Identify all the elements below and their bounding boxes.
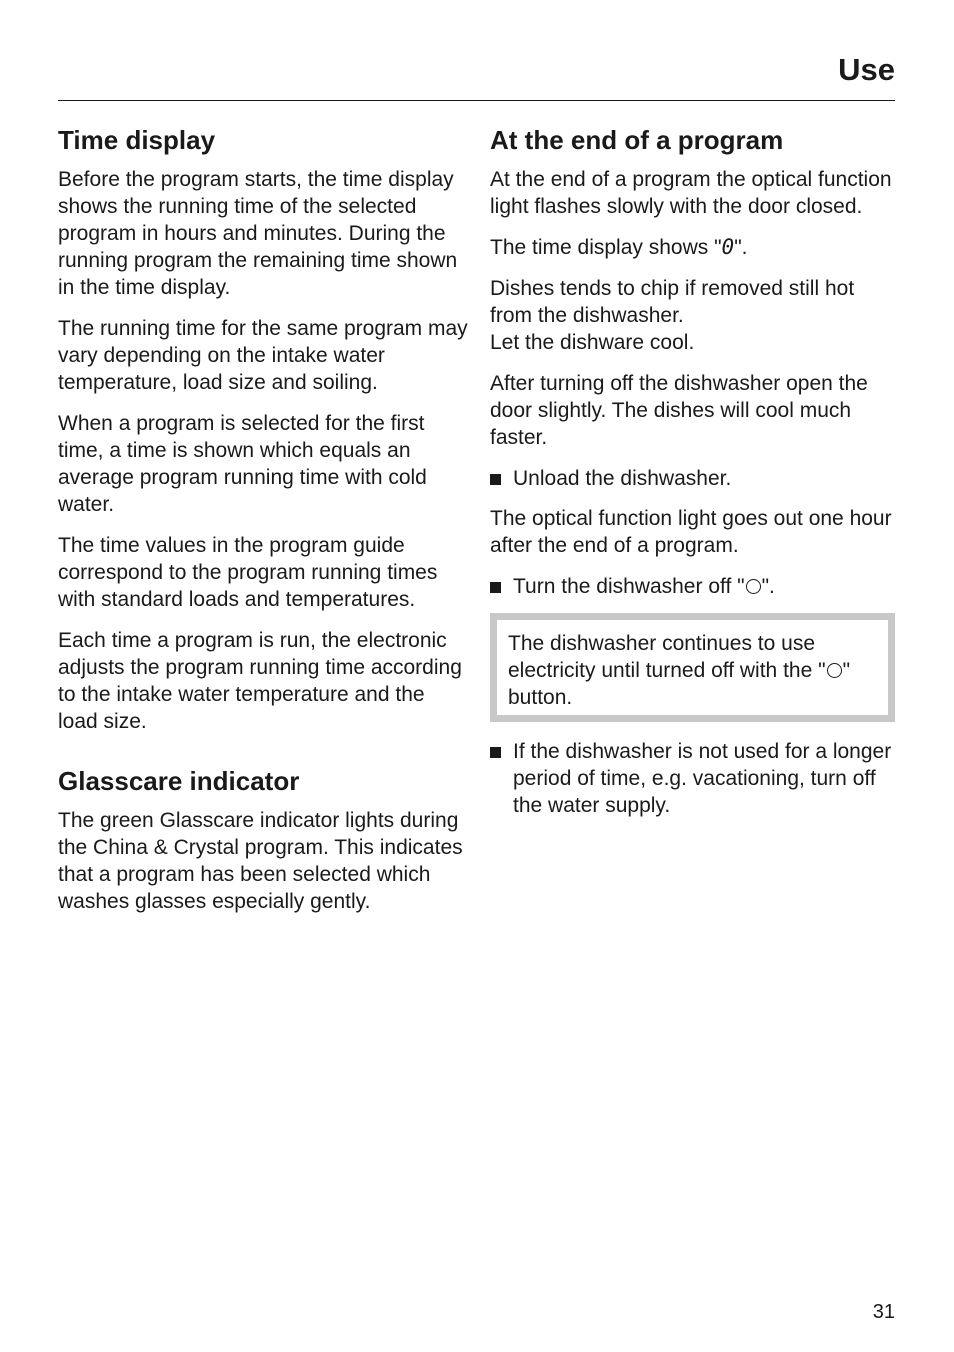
section-heading-time-display: Time display [58,125,216,155]
circle-icon [746,579,761,594]
square-bullet-icon [490,474,501,485]
paragraph: After turning off the dishwasher open the door slightly. The dishes will cool much faster. [490,372,868,449]
right-column [490,124,895,832]
section-heading-glasscare: Glasscare indicator [58,766,300,796]
page-title: Use [838,52,895,87]
display-zero-value: 0 [721,235,735,259]
note-box [490,613,895,722]
section-time-display [58,124,468,735]
text-fragment: " button. [508,659,851,709]
square-bullet-icon [490,747,501,758]
paragraph: Each time a program is run, the electronic adjusts the program running time according to the intake water temperature and the load size. [58,629,462,733]
paragraph-time-display-shows [490,234,895,261]
bullet-text: ". [761,575,775,598]
text-fragment: The time display shows " [490,236,722,259]
paragraph: At the end of a program the optical function light flashes slowly with the door closed. [490,168,892,218]
bullet-item-turn-off [490,573,895,600]
square-bullet-icon [490,582,501,593]
section-end-of-program [490,124,895,819]
text-line: Dishes tends to chip if removed still hot from the dishwasher. [490,277,855,327]
page-number: 31 [872,1301,895,1323]
bullet-item-water-supply [490,738,895,819]
page-header [58,50,895,101]
left-column [58,124,468,929]
paragraph: When a program is selected for the first time, a time is shown which equals an average program running time with cold water. [58,412,427,516]
text-fragment: The dishwasher continues to use electricity until turned off with the " [508,632,826,682]
bullet-item-unload [490,465,895,492]
paragraph [490,275,895,356]
section-heading-end-of-program: At the end of a program [490,125,784,155]
paragraph: The green Glasscare indicator lights during the China & Crystal program. This indicates that a program has been selected which washes glasses especially gently. [58,809,463,913]
paragraph: The optical function light goes out one hour after the end of a program. [490,507,892,557]
bullet-text: Turn the dishwasher off " [513,575,745,598]
bullet-text: If the dishwasher is not used for a longer period of time, e.g. vacationing, turn off the water supply. [513,740,892,817]
text-fragment: ". [734,236,748,259]
paragraph: Before the program starts, the time display shows the running time of the selected program in hours and minutes. During the running program the remaining time shown in the time display. [58,168,458,299]
paragraph: The running time for the same program may vary depending on the intake water temperature, load size and soiling. [58,317,468,394]
section-glasscare [58,765,468,915]
text-line: Let the dishware cool. [490,331,695,354]
note-text [508,630,877,711]
circle-icon [827,663,842,678]
paragraph: The time values in the program guide correspond to the program running times with standard loads and temperatures. [58,534,438,611]
bullet-text: Unload the dishwasher. [513,467,732,490]
